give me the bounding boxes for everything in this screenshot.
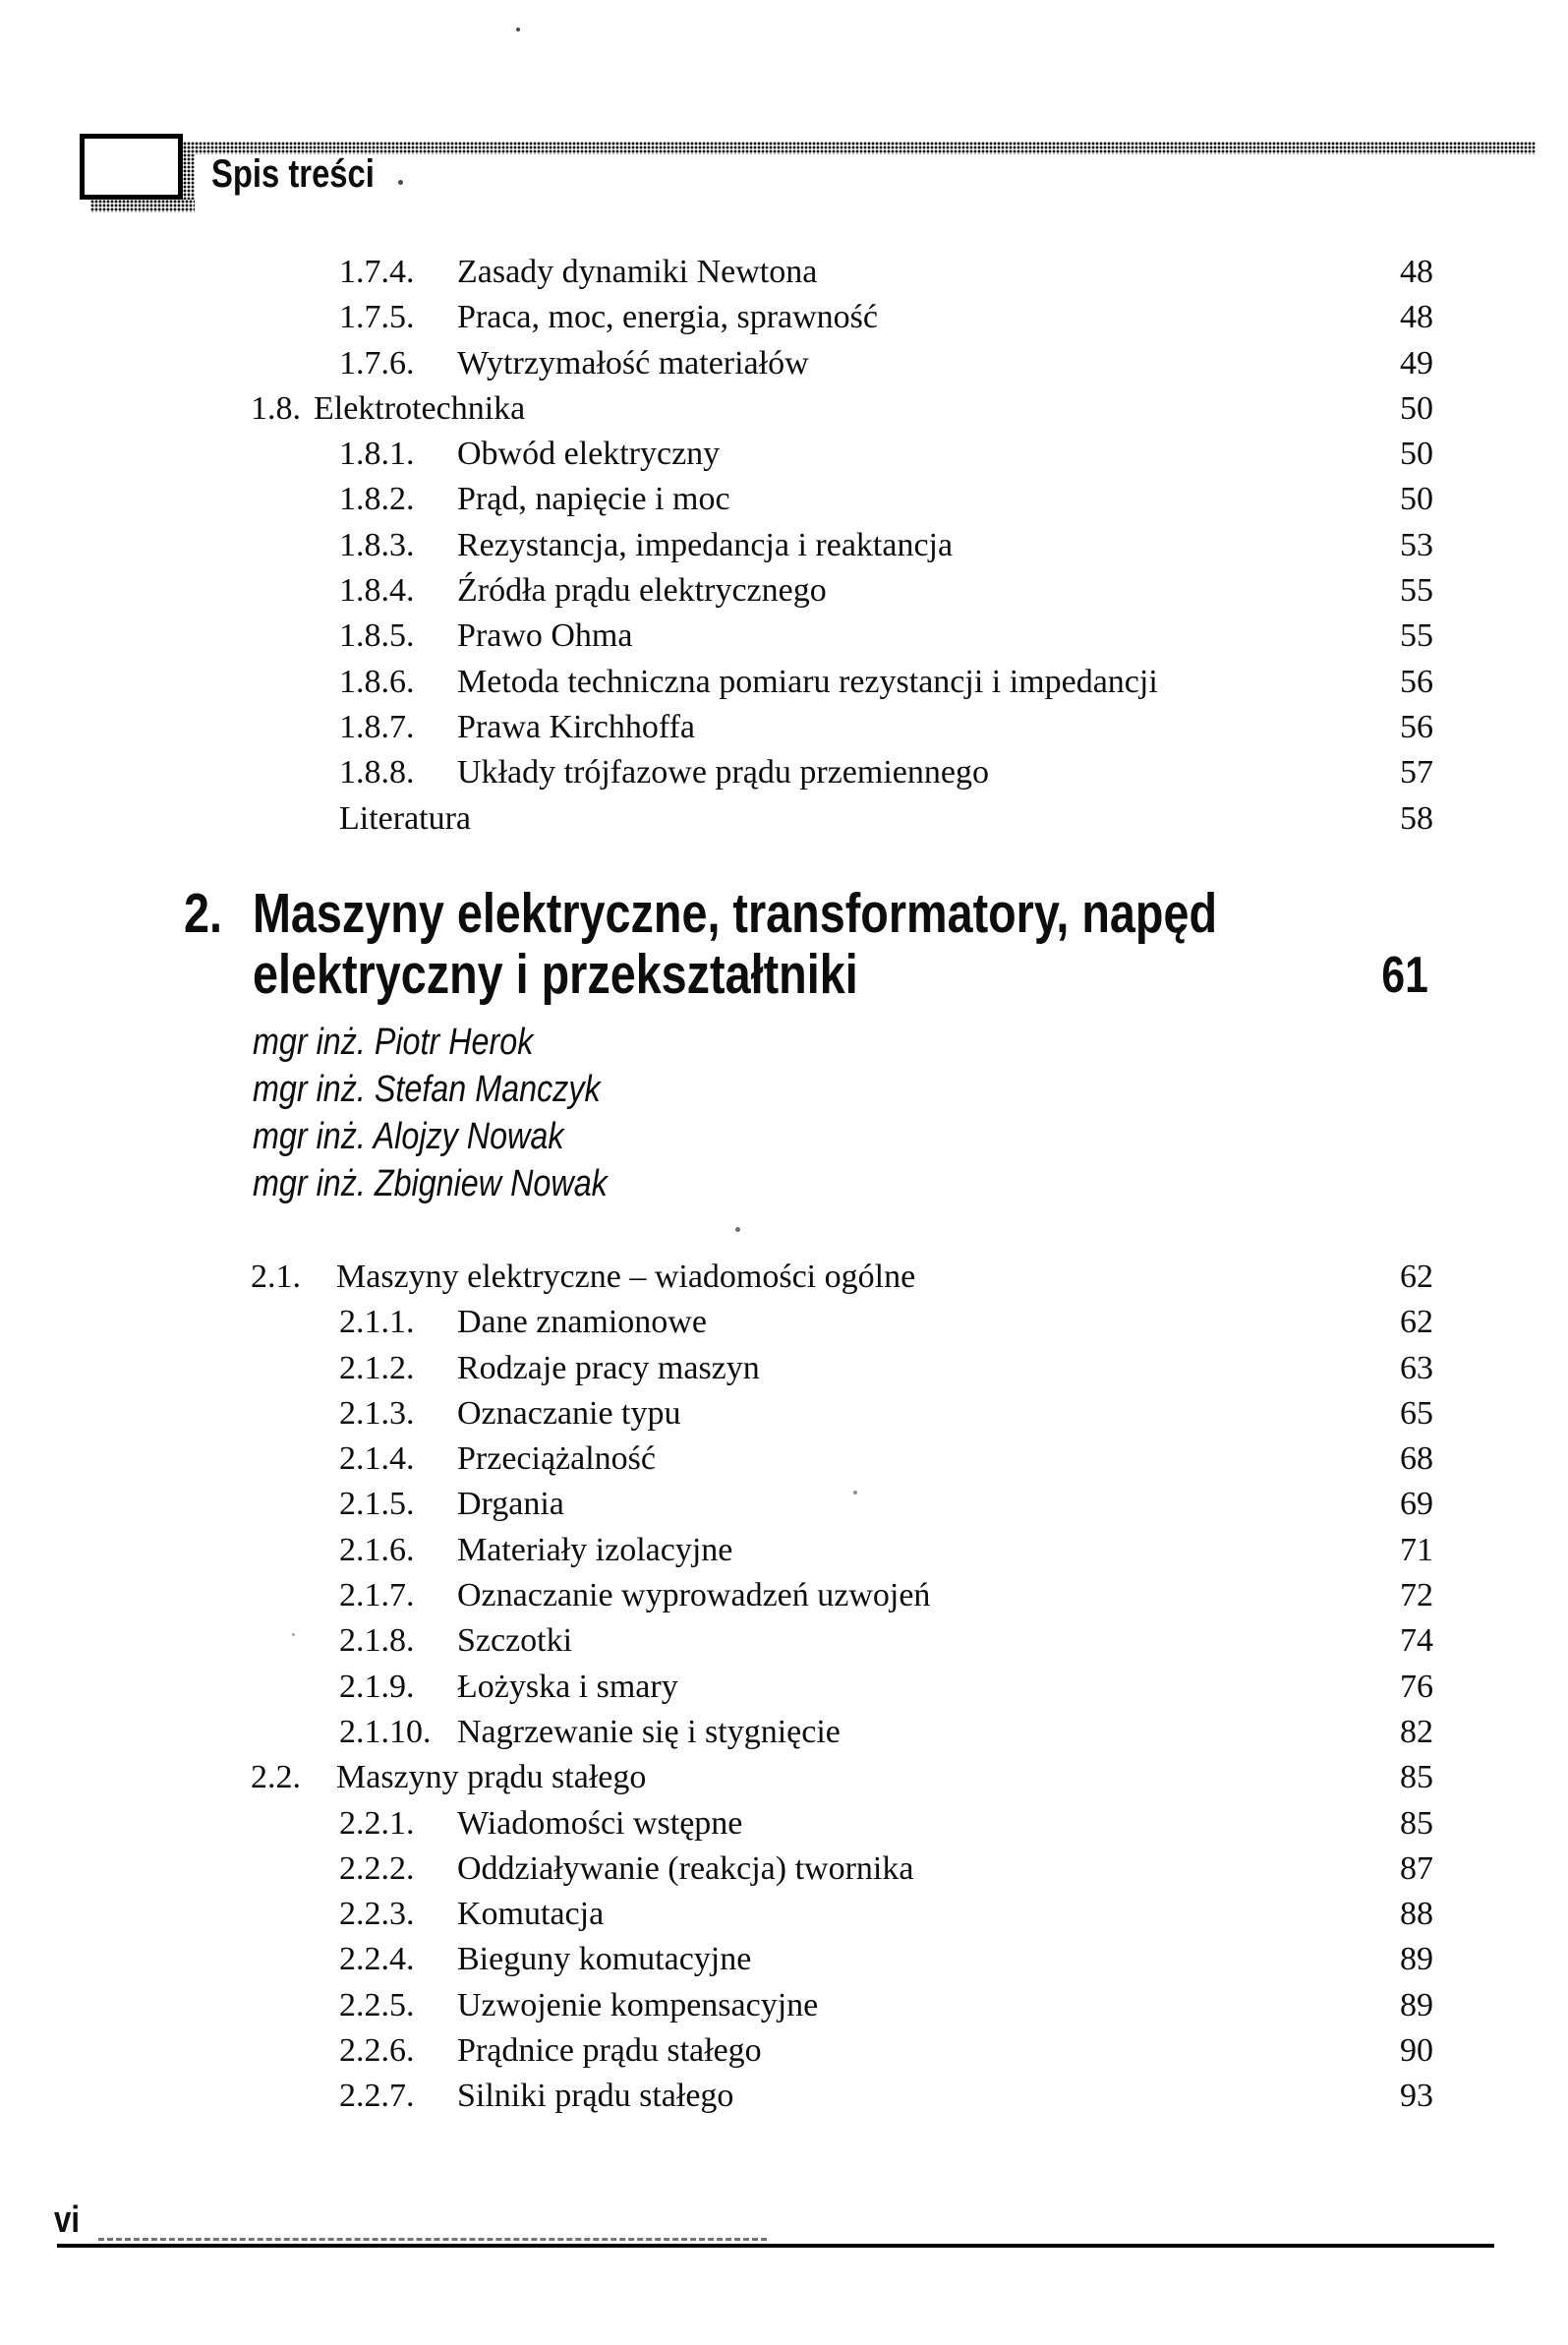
toc-row-number: 1.8.8.: [339, 754, 415, 791]
toc-row-page: 55: [1400, 617, 1433, 655]
toc-row: [0, 1436, 1433, 1482]
footer-rule: [57, 2244, 1494, 2248]
toc-row-page: 57: [1400, 754, 1433, 791]
toc-row: [0, 1300, 1433, 1345]
toc-row-page: 72: [1400, 1577, 1433, 1614]
toc-row-page: 74: [1400, 1622, 1433, 1660]
toc-row-number: 2.2.: [251, 1759, 301, 1796]
toc-row-page: 85: [1400, 1804, 1433, 1842]
toc-row: [0, 2028, 1433, 2074]
toc-row-page: 89: [1400, 1941, 1433, 1978]
toc-row-page: 82: [1400, 1713, 1433, 1750]
scan-speck: [516, 28, 520, 31]
toc-row-title: Literatura: [339, 799, 472, 837]
toc-row-page: 71: [1400, 1531, 1433, 1568]
toc-row: [0, 705, 1433, 750]
toc-row: [0, 660, 1433, 705]
toc-row-number: 1.8.6.: [339, 663, 415, 700]
toc-row-number: 2.1.3.: [339, 1394, 415, 1432]
toc-row-title: Zasady dynamiki Newtona: [457, 254, 818, 290]
toc-row-title: Metoda techniczna pomiaru rezystancji i impedancji: [457, 663, 1158, 700]
toc-row-number: 1.8.7.: [339, 708, 415, 745]
toc-row-page: 56: [1400, 663, 1433, 700]
toc-row-title: Rezystancja, impedancja i reaktancja: [457, 526, 954, 563]
author-line: mgr inż. Alojzy Nowak: [253, 1116, 564, 1157]
toc-row-number: 2.1.4.: [339, 1440, 415, 1478]
chapter-page-number: 61: [1381, 947, 1428, 1004]
toc-row-title: Bieguny komutacyjne: [457, 1941, 752, 1978]
toc-row-number: 1.7.4.: [339, 254, 415, 290]
toc-row-title: Oddziaływanie (reakcja) twornika: [457, 1849, 914, 1887]
toc-row-page: 65: [1400, 1394, 1433, 1432]
toc-row-page: 48: [1400, 299, 1433, 336]
scan-speck: [292, 1633, 295, 1636]
toc-row-title: Drgania: [457, 1486, 564, 1523]
toc-row-title: Praca, moc, energia, sprawność: [457, 299, 878, 336]
author-line: mgr inż. Zbigniew Nowak: [253, 1163, 608, 1204]
toc-row-number: 1.7.6.: [339, 344, 415, 381]
toc-row-number: 1.8.: [251, 389, 301, 427]
toc-row-title: Oznaczanie wyprowadzeń uzwojeń: [457, 1577, 931, 1614]
toc-row-title: Obwód elektryczny: [457, 436, 721, 473]
footer-rule-dash: [98, 2238, 767, 2241]
toc-row-title: Silniki prądu stałego: [457, 2078, 734, 2115]
toc-row-number: 2.2.6.: [339, 2032, 415, 2070]
toc-row-title: Uzwojenie kompensacyjne: [457, 1986, 819, 2023]
chapter-authors-list: [253, 1019, 669, 1207]
page-title: [211, 153, 410, 195]
chapter-title-line-1: Maszyny elektryczne, transformatory, napęd: [253, 882, 1218, 945]
toc-row-page: 93: [1400, 2078, 1433, 2115]
chapter-number: 2.: [184, 882, 222, 945]
toc-row: [0, 341, 1433, 386]
header-chapter-box: [80, 134, 183, 200]
toc-row: [0, 1528, 1433, 1573]
toc-row-number: 2.1.10.: [339, 1713, 432, 1750]
toc-row-number: 2.1.6.: [339, 1531, 415, 1568]
toc-row-page: 88: [1400, 1896, 1433, 1933]
toc-row-title: Układy trójfazowe prądu przemiennego: [457, 754, 989, 791]
toc-row-title: Przeciążalność: [457, 1440, 656, 1478]
toc-row-page: 76: [1400, 1668, 1433, 1705]
toc-row: [0, 250, 1433, 295]
toc-row: [0, 796, 1433, 842]
toc-row-number: 2.2.1.: [339, 1804, 415, 1842]
toc-row: [0, 1710, 1433, 1755]
toc-row: [0, 432, 1433, 477]
toc-row: [0, 1618, 1433, 1664]
toc-row-title: Oznaczanie typu: [457, 1394, 681, 1432]
toc-row-title: Łożyska i smary: [457, 1668, 678, 1705]
toc-row-title: Prądnice prądu stałego: [457, 2032, 762, 2070]
toc-row-page: 50: [1400, 436, 1433, 473]
toc-row: [0, 1665, 1433, 1710]
toc-row-page: 69: [1400, 1486, 1433, 1523]
header-square-shadow-bottom: [90, 200, 195, 212]
toc-row-title: Maszyny elektryczne – wiadomości ogólne: [336, 1259, 916, 1295]
toc-row: [0, 2074, 1433, 2119]
toc-row: [0, 477, 1433, 522]
toc-row: [0, 750, 1433, 795]
toc-row-page: 50: [1400, 389, 1433, 427]
toc-row-number: 2.1.: [251, 1259, 301, 1295]
toc-row: [0, 1391, 1433, 1436]
toc-row-number: 1.8.2.: [339, 481, 415, 518]
toc-row-number: 2.2.4.: [339, 1941, 415, 1978]
toc-row: [0, 295, 1433, 340]
toc-row-title: Maszyny prądu stałego: [336, 1759, 647, 1796]
toc-row-page: 55: [1400, 572, 1433, 610]
chapter-title-line-2: elektryczny i przekształtniki: [253, 943, 858, 1006]
toc-row: [0, 1892, 1433, 1937]
toc-row-title: Prawa Kirchhoffa: [457, 708, 696, 745]
toc-row: [0, 386, 1433, 432]
toc-row-page: 49: [1400, 344, 1433, 381]
toc-row-page: 50: [1400, 481, 1433, 518]
toc-row-number: 2.1.8.: [339, 1622, 415, 1660]
toc-row: [0, 614, 1433, 659]
toc-row-number: 2.1.7.: [339, 1577, 415, 1614]
toc-row-number: 2.2.3.: [339, 1896, 415, 1933]
footer-page-label: vi: [54, 2199, 80, 2241]
toc-row-number: 1.8.5.: [339, 617, 415, 655]
page-title-text: Spis treści: [211, 152, 375, 196]
toc-row-page: 48: [1400, 254, 1433, 290]
toc-row-title: Materiały izolacyjne: [457, 1531, 733, 1568]
toc-row-number: 2.1.2.: [339, 1349, 415, 1386]
toc-section-2: [0, 1255, 1433, 2120]
toc-row-page: 85: [1400, 1759, 1433, 1796]
toc-row-number: 2.2.7.: [339, 2078, 415, 2115]
toc-row: [0, 523, 1433, 568]
toc-row-page: 87: [1400, 1849, 1433, 1887]
toc-row-title: Prąd, napięcie i moc: [457, 481, 730, 518]
toc-row-title: Rodzaje pracy maszyn: [457, 1349, 760, 1386]
scan-speck: [735, 1227, 740, 1232]
toc-row-title: Wytrzymałość materiałów: [457, 344, 809, 381]
scan-speck: [398, 180, 403, 185]
toc-row-title: Nagrzewanie się i stygnięcie: [457, 1713, 841, 1750]
toc-row-number: 1.8.1.: [339, 436, 415, 473]
toc-row-page: 56: [1400, 708, 1433, 745]
toc-row-title: Dane znamionowe: [457, 1304, 707, 1341]
toc-row-title: Szczotki: [457, 1622, 573, 1660]
toc-row-page: 68: [1400, 1440, 1433, 1478]
toc-row: [0, 1255, 1433, 1300]
toc-row-number: 2.2.5.: [339, 1986, 415, 2023]
toc-row-title: Elektrotechnika: [314, 389, 526, 427]
author-line: mgr inż. Stefan Manczyk: [253, 1069, 601, 1110]
toc-row-number: 2.2.2.: [339, 1849, 415, 1887]
toc-row-title: Wiadomości wstępne: [457, 1804, 743, 1842]
toc-row-page: 62: [1400, 1304, 1433, 1341]
author-line: mgr inż. Piotr Herok: [253, 1022, 534, 1063]
toc-row-number: 1.7.5.: [339, 299, 415, 336]
toc-row-number: 2.1.9.: [339, 1668, 415, 1705]
toc-section-1: [0, 250, 1433, 842]
scan-speck: [853, 1491, 857, 1495]
toc-row: [0, 1847, 1433, 1892]
toc-row: [0, 568, 1433, 614]
toc-row-page: 89: [1400, 1986, 1433, 2023]
toc-row-page: 62: [1400, 1259, 1433, 1295]
toc-row-title: Źródła prądu elektrycznego: [457, 572, 827, 610]
toc-row-page: 63: [1400, 1349, 1433, 1386]
toc-row: [0, 1482, 1433, 1527]
toc-row: [0, 1983, 1433, 2028]
toc-row-title: Komutacja: [457, 1896, 605, 1933]
toc-row-title: Prawo Ohma: [457, 617, 633, 655]
toc-row-page: 90: [1400, 2032, 1433, 2070]
toc-row-number: 2.1.1.: [339, 1304, 415, 1341]
toc-row-number: 1.8.4.: [339, 572, 415, 610]
toc-row-page: 58: [1400, 799, 1433, 837]
toc-row: [0, 1937, 1433, 1982]
toc-row-number: 2.1.5.: [339, 1486, 415, 1523]
toc-row: [0, 1346, 1433, 1391]
toc-row: [0, 1573, 1433, 1618]
toc-row-number: 1.8.3.: [339, 526, 415, 563]
toc-row: [0, 1801, 1433, 1847]
toc-row: [0, 1755, 1433, 1800]
toc-row-page: 53: [1400, 526, 1433, 563]
